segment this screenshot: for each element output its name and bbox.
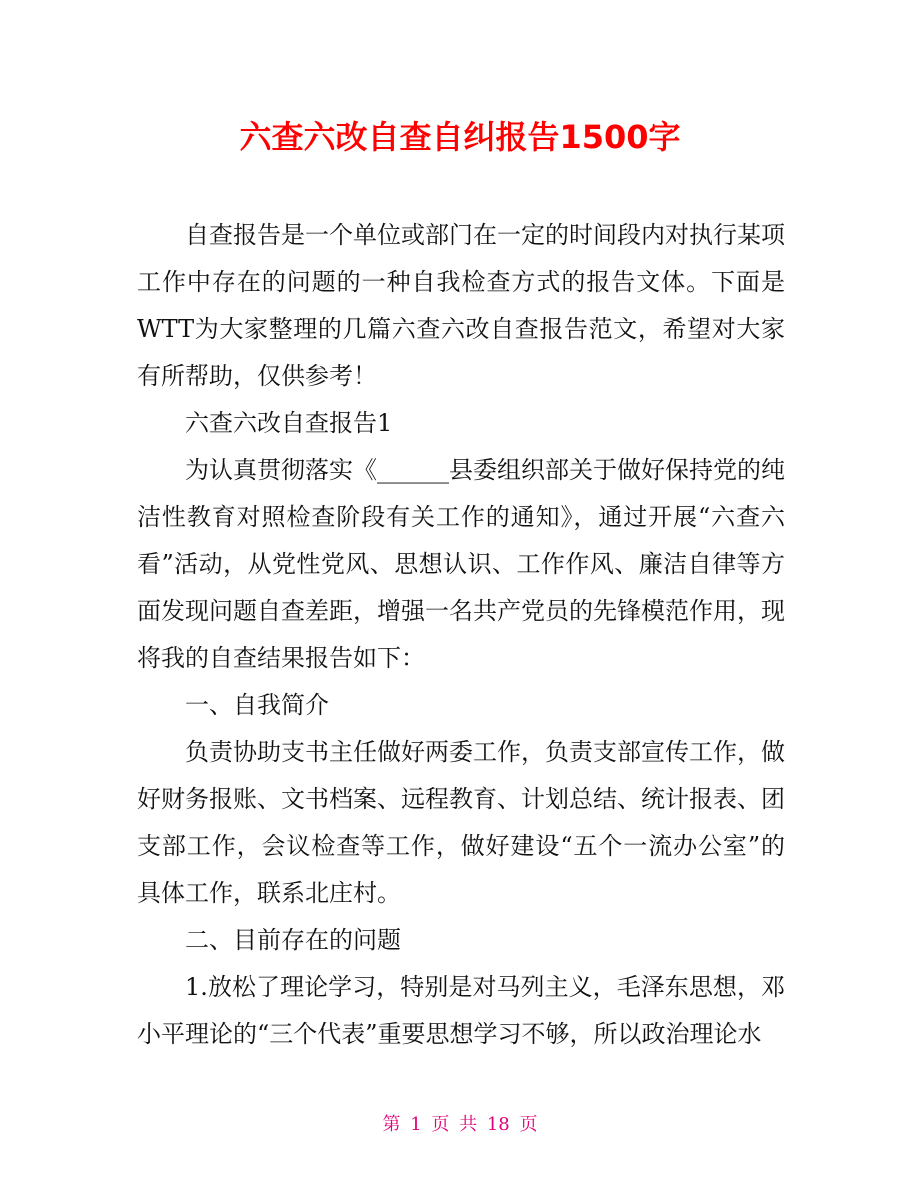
- document-body: [137, 212, 785, 1058]
- intro-paragraph: 自查报告是一个单位或部门在一定的时间段内对执行某项工作中存在的问题的一种自我检查方式的报告文体。下面是WTT为大家整理的几篇六查六改自查报告范文，希望对大家有所帮助，仅供参考！: [137, 221, 785, 390]
- page-footer: 第 1 页 共 18 页: [382, 1114, 538, 1135]
- section-heading-self-intro: 一、自我简介: [185, 691, 329, 719]
- report-heading: 六查六改自查报告1: [185, 409, 393, 437]
- body-paragraph: 1.放松了理论学习，特别是对马列主义，毛泽东思想，邓小平理论的“三个代表”重要思想学习不够，所以政治理论水: [137, 973, 785, 1048]
- section-heading-problems: 二、目前存在的问题: [185, 926, 401, 954]
- body-paragraph: 为认真贯彻落实《______县委组织部关于做好保持党的纯洁性教育对照检查阶段有关工作的通知》，通过开展“六查六看”活动，从党性党风、思想认识、工作作风、廉洁自律等方面发现问题自查差距，增强一名共产党员的先锋模范作用，现将我的自查结果报告如下：: [137, 456, 785, 672]
- document-title: 六查六改自查自纠报告1500字: [239, 118, 681, 156]
- body-paragraph: 负责协助支书主任做好两委工作，负责支部宣传工作，做好财务报账、文书档案、远程教育、计划总结、统计报表、团支部工作，会议检查等工作，做好建设“五个一流办公室”的具体工作，联系北庄村。: [137, 738, 785, 907]
